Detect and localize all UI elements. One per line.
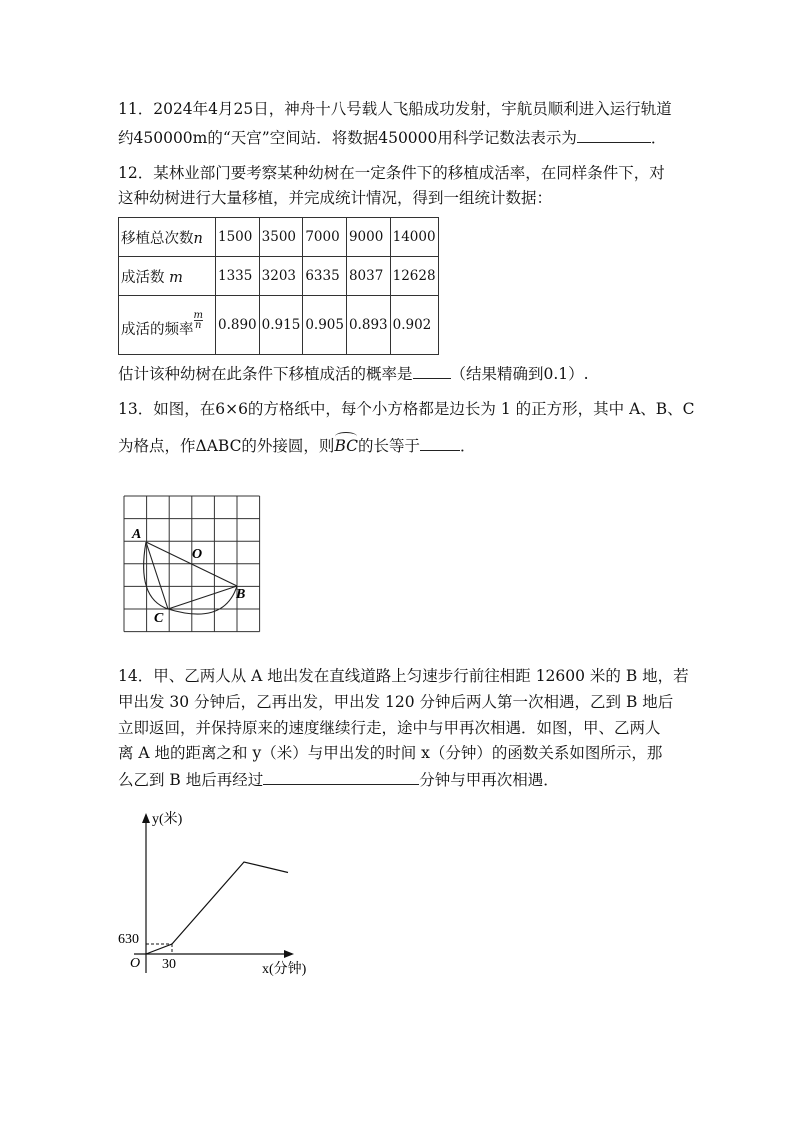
arc-cb [168,586,237,614]
table-cell: 12628 [390,257,438,296]
table-cell: 0.893 [346,296,390,355]
label-a: A [132,527,142,542]
x-axis-label: x(分钟) [262,962,307,977]
q11-line2 [118,126,666,148]
q12-line2: 这种幼树进行大量移植，并完成统计情况，得到一组统计数据： [118,189,553,207]
q13-text: 为格点，作ΔABC的外接圆，则 [118,437,335,455]
q13-text2: 的长等于 [357,437,420,455]
table-cell: 1335 [216,257,260,296]
table-cell: 3203 [259,257,303,296]
q12-after [118,362,589,384]
answer-blank[interactable] [420,434,460,451]
table-cell: 6335 [303,257,347,296]
fraction: $\frac{m}{n}$ [193,310,203,332]
q14-end: 分钟与甲再次相遇． [419,771,559,789]
table-cell: 0.890 [216,296,260,355]
row-header: 移植总次数n [119,218,216,257]
table-cell: 1500 [216,218,260,257]
q12-text: 估计该种幼树在此条件下移植成活的概率是 [118,365,413,383]
table-cell: 0.915 [259,296,303,355]
function-chart [112,805,322,985]
y-axis-arrow [142,813,150,823]
q14-line3: 立即返回，并保持原来的速度继续行走，途中与甲再次相遇．如图，甲、乙两人 [118,719,661,737]
q14-line1: 14．甲、乙两人从 A 地出发在直线道路上匀速步行前往相距 12600 米的 B 地，若 [118,667,689,685]
arc-bc: BC [334,436,358,456]
table-row [119,257,439,296]
table-cell: 0.905 [303,296,347,355]
row-header: 成活的频率 $\frac{m}{n}$ [119,296,216,355]
table-cell: 8037 [346,257,390,296]
q11-text: 约450000m的“天宫”空间站．将数据450000用科学记数法表示为 [118,129,577,147]
origin-label: O [130,956,141,971]
q14-text: 么乙到 B 地后再经过 [118,771,264,789]
q12-line1: 12．某林业部门要考察某种幼树在一定条件下的移植成活率，在同样条件下，对 [118,164,665,182]
table-cell: 9000 [346,218,390,257]
q11-line1: 11．2024年4月25日，神舟十八号载人飞船成功发射，宇航员顺利进入运行轨道 [118,100,672,118]
series-line [146,862,288,954]
q13-line2 [118,434,476,456]
segment-ac [146,542,168,609]
q14-line4: 离 A 地的距离之和 y（米）与甲出发的时间 x（分钟）的函数关系如图所示，那 [118,744,663,762]
label-b: B [236,587,246,602]
y-axis-label: y(米) [152,812,183,827]
x-axis-arrow [284,950,294,958]
answer-blank[interactable] [263,768,419,785]
x-tick-label: 30 [162,957,176,972]
q13-line1: 13．如图，在6×6的方格纸中，每个小方格都是边长为 1 的正方形，其中 A、B、C [118,400,695,418]
grid-figure [118,490,268,640]
table-cell: 7000 [303,218,347,257]
q11-end: ． [650,129,667,147]
table-cell: 14000 [390,218,438,257]
q14-line5 [118,768,559,790]
statistics-table [118,217,439,355]
q12-note: （结果精确到0.1）. [450,365,589,383]
row-header: 成活数 m [119,257,216,296]
table-row [119,218,439,257]
table-cell: 0.902 [390,296,438,355]
table-row [119,296,439,355]
q13-end: ． [460,437,476,455]
y-tick-label: 630 [118,932,139,947]
table-cell: 3500 [259,218,303,257]
answer-blank[interactable] [577,126,651,143]
label-o: O [192,547,203,562]
label-c: C [154,611,164,626]
q14-line2: 甲出发 30 分钟后，乙再出发，甲出发 120 分钟后两人第一次相遇，乙到 B 地后 [118,693,674,711]
segment-bc [168,586,237,609]
answer-blank[interactable] [413,362,451,379]
